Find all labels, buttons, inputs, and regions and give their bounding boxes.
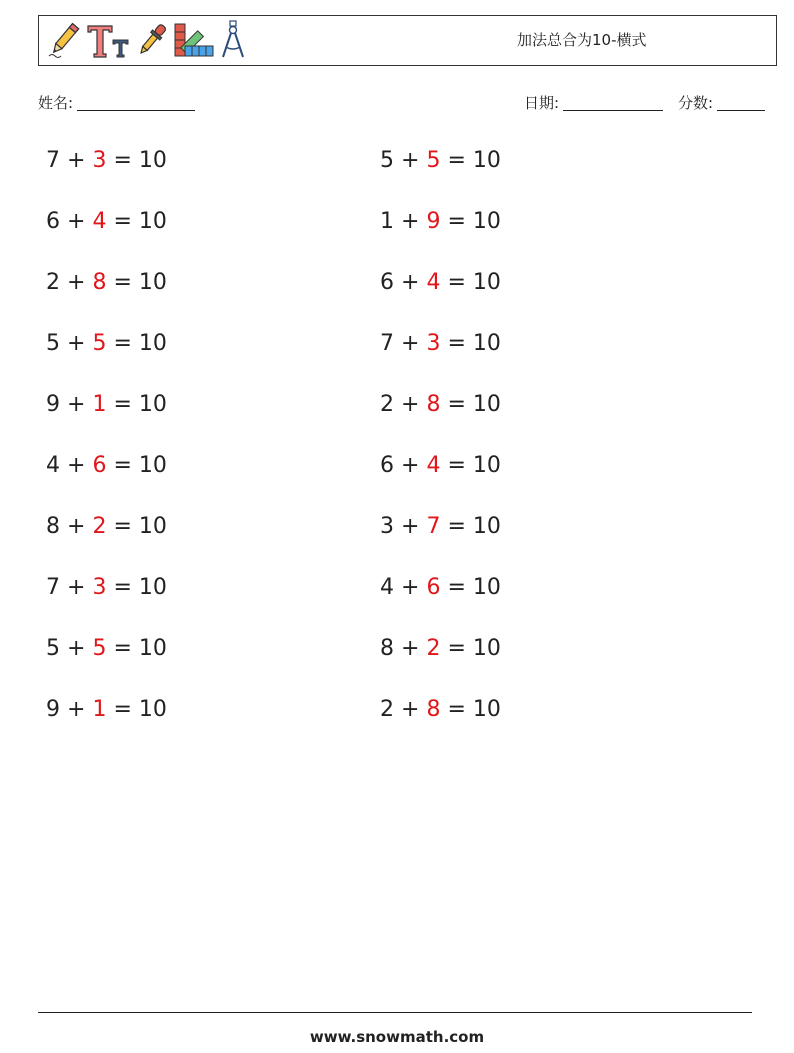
name-blank[interactable] — [77, 94, 195, 111]
score-blank[interactable] — [717, 94, 765, 111]
problem-right-1 — [380, 148, 501, 173]
plus-sign: + — [67, 575, 86, 600]
addend-a: 4 — [380, 575, 394, 600]
addend-a: 2 — [380, 392, 394, 417]
addend-a: 9 — [46, 697, 60, 722]
sum-value: 10 — [138, 392, 167, 417]
answer-value: 4 — [426, 270, 441, 295]
sum-value: 10 — [472, 636, 501, 661]
answer-value: 4 — [92, 209, 107, 234]
answer-value: 3 — [92, 575, 107, 600]
addend-a: 5 — [46, 331, 60, 356]
plus-sign: + — [67, 331, 86, 356]
answer-value: 7 — [426, 514, 441, 539]
addend-a: 8 — [46, 514, 60, 539]
problem-left-6 — [46, 453, 167, 478]
color-swatches-icon — [173, 20, 215, 64]
plus-sign: + — [401, 270, 420, 295]
sum-value: 10 — [472, 392, 501, 417]
addend-a: 4 — [46, 453, 60, 478]
problem-right-6 — [380, 453, 501, 478]
plus-sign: + — [67, 209, 86, 234]
answer-value: 8 — [92, 270, 107, 295]
sum-value: 10 — [472, 453, 501, 478]
plus-sign: + — [401, 148, 420, 173]
sum-value: 10 — [138, 453, 167, 478]
addend-a: 2 — [380, 697, 394, 722]
score-field — [678, 92, 765, 113]
addend-a: 8 — [380, 636, 394, 661]
equals-sign: = — [113, 453, 132, 478]
plus-sign: + — [401, 514, 420, 539]
equals-sign: = — [447, 392, 466, 417]
answer-value: 3 — [426, 331, 441, 356]
equals-sign: = — [447, 514, 466, 539]
equals-sign: = — [113, 514, 132, 539]
answer-value: 5 — [92, 636, 107, 661]
addend-a: 6 — [46, 209, 60, 234]
problem-right-2 — [380, 209, 501, 234]
sum-value: 10 — [472, 209, 501, 234]
addend-a: 2 — [46, 270, 60, 295]
sum-value: 10 — [472, 331, 501, 356]
answer-value: 6 — [426, 575, 441, 600]
sum-value: 10 — [138, 575, 167, 600]
equals-sign: = — [113, 209, 132, 234]
answer-value: 1 — [92, 697, 107, 722]
sum-value: 10 — [472, 575, 501, 600]
addend-a: 7 — [46, 148, 60, 173]
answer-value: 8 — [426, 697, 441, 722]
addend-a: 6 — [380, 270, 394, 295]
plus-sign: + — [401, 453, 420, 478]
footer-divider — [38, 1012, 752, 1013]
plus-sign: + — [67, 148, 86, 173]
problem-right-4 — [380, 331, 501, 356]
equals-sign: = — [447, 697, 466, 722]
problem-left-5 — [46, 392, 167, 417]
equals-sign: = — [113, 697, 132, 722]
text-size-icon — [85, 20, 131, 64]
problem-left-7 — [46, 514, 167, 539]
equals-sign: = — [447, 148, 466, 173]
problem-right-10 — [380, 697, 501, 722]
problem-right-7 — [380, 514, 501, 539]
footer-site: www.snowmath.com — [309, 1028, 485, 1046]
problem-left-8 — [46, 575, 167, 600]
plus-sign: + — [401, 636, 420, 661]
plus-sign: + — [67, 636, 86, 661]
sum-value: 10 — [138, 697, 167, 722]
worksheet-title: 加法总合为10-横式 — [517, 31, 647, 49]
answer-value: 6 — [92, 453, 107, 478]
addend-a: 3 — [380, 514, 394, 539]
addend-a: 1 — [380, 209, 394, 234]
addend-a: 7 — [380, 331, 394, 356]
answer-value: 4 — [426, 453, 441, 478]
equals-sign: = — [113, 270, 132, 295]
addend-a: 5 — [380, 148, 394, 173]
sum-value: 10 — [472, 514, 501, 539]
equals-sign: = — [113, 148, 132, 173]
plus-sign: + — [401, 392, 420, 417]
eyedropper-icon — [135, 20, 169, 64]
sum-value: 10 — [472, 697, 501, 722]
sum-value: 10 — [138, 209, 167, 234]
answer-value: 5 — [426, 148, 441, 173]
sum-value: 10 — [138, 148, 167, 173]
equals-sign: = — [113, 392, 132, 417]
answer-value: 2 — [92, 514, 107, 539]
sum-value: 10 — [138, 636, 167, 661]
plus-sign: + — [401, 697, 420, 722]
addend-a: 5 — [46, 636, 60, 661]
equals-sign: = — [447, 270, 466, 295]
date-label: 日期: — [524, 94, 560, 112]
pencil-icon — [47, 20, 81, 64]
problem-left-9 — [46, 636, 167, 661]
problem-right-9 — [380, 636, 501, 661]
equals-sign: = — [447, 636, 466, 661]
sum-value: 10 — [138, 514, 167, 539]
equals-sign: = — [447, 575, 466, 600]
plus-sign: + — [67, 392, 86, 417]
addend-a: 9 — [46, 392, 60, 417]
problem-right-5 — [380, 392, 501, 417]
equals-sign: = — [113, 636, 132, 661]
problem-left-2 — [46, 209, 167, 234]
answer-value: 1 — [92, 392, 107, 417]
sum-value: 10 — [138, 270, 167, 295]
answer-value: 2 — [426, 636, 441, 661]
addend-a: 7 — [46, 575, 60, 600]
equals-sign: = — [447, 209, 466, 234]
plus-sign: + — [67, 514, 86, 539]
sum-value: 10 — [472, 148, 501, 173]
worksheet-header — [38, 15, 777, 66]
plus-sign: + — [67, 270, 86, 295]
equals-sign: = — [447, 331, 466, 356]
problem-left-10 — [46, 697, 167, 722]
answer-value: 8 — [426, 392, 441, 417]
addend-a: 6 — [380, 453, 394, 478]
score-label: 分数: — [678, 94, 714, 112]
header-icons — [47, 20, 247, 64]
plus-sign: + — [401, 209, 420, 234]
problem-left-4 — [46, 331, 167, 356]
plus-sign: + — [401, 575, 420, 600]
answer-value: 5 — [92, 331, 107, 356]
problem-right-3 — [380, 270, 501, 295]
sum-value: 10 — [138, 331, 167, 356]
problem-left-1 — [46, 148, 167, 173]
equals-sign: = — [113, 575, 132, 600]
equals-sign: = — [113, 331, 132, 356]
problem-right-8 — [380, 575, 501, 600]
equals-sign: = — [447, 453, 466, 478]
plus-sign: + — [67, 453, 86, 478]
plus-sign: + — [67, 697, 86, 722]
answer-value: 9 — [426, 209, 441, 234]
plus-sign: + — [401, 331, 420, 356]
name-field — [38, 92, 195, 113]
problem-left-3 — [46, 270, 167, 295]
answer-value: 3 — [92, 148, 107, 173]
compass-icon — [219, 20, 247, 64]
date-field — [524, 92, 663, 113]
sum-value: 10 — [472, 270, 501, 295]
date-blank[interactable] — [563, 94, 663, 111]
name-label: 姓名: — [38, 94, 74, 112]
